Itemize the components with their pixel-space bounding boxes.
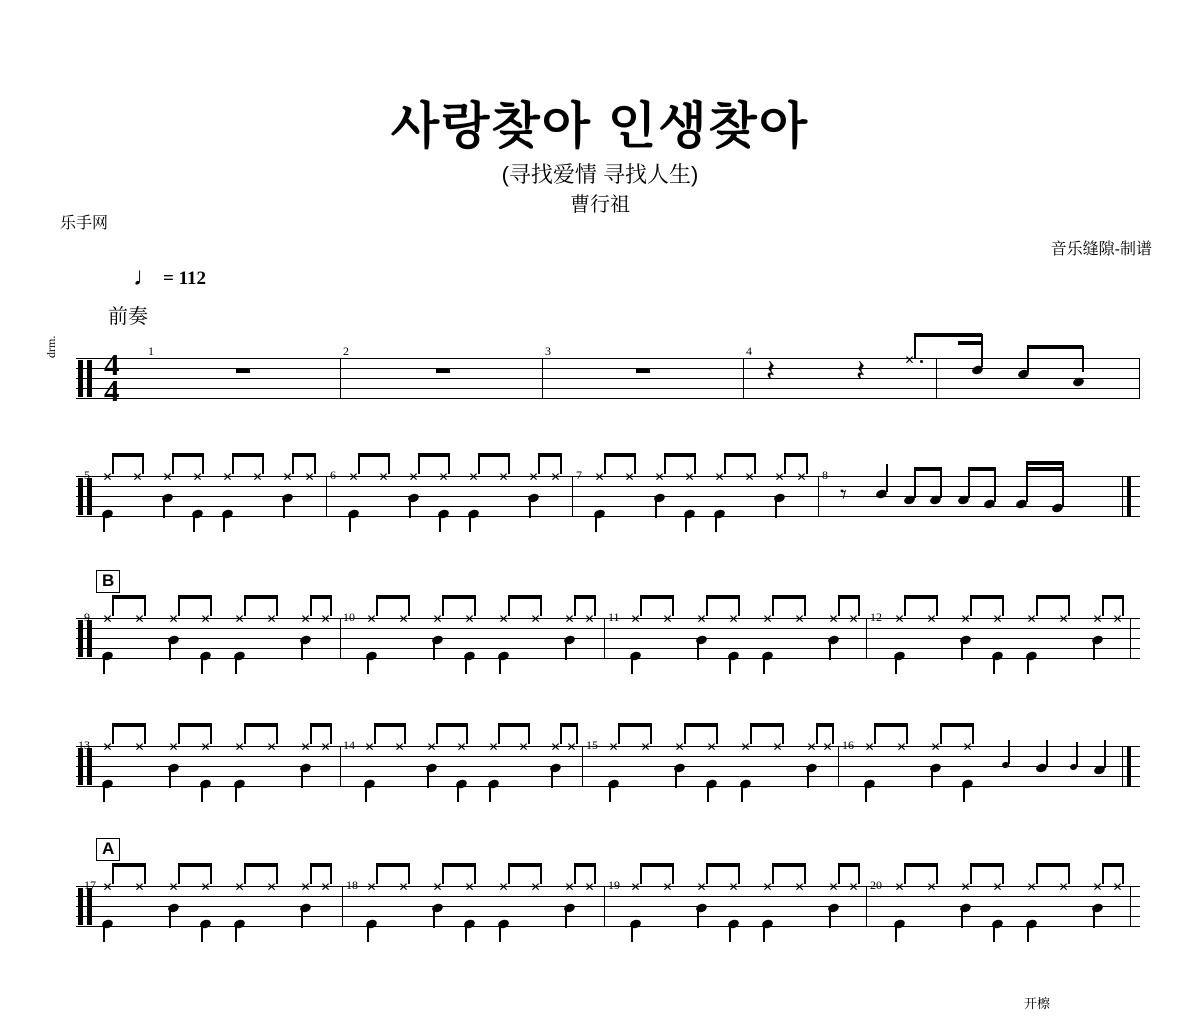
measure-number: 12 (870, 610, 882, 624)
site-credit-left: 乐手网 (60, 215, 109, 232)
percussion-clef-icon (78, 360, 98, 397)
whole-rest (236, 368, 250, 373)
footer-note: 开檫 (1023, 996, 1050, 1011)
measure-number: 18 (346, 878, 358, 892)
quarter-rest: 𝄽 (856, 355, 866, 388)
percussion-clef-icon (78, 888, 98, 925)
barline (866, 886, 867, 927)
measure-number: 3 (545, 344, 551, 358)
measure-number: 9 (84, 610, 90, 624)
time-signature-bottom: 4 (104, 373, 120, 408)
barline (743, 358, 744, 399)
staff-system-2 (58, 468, 1140, 596)
time-signature (104, 347, 120, 408)
rehearsal-mark-b: B (96, 570, 120, 593)
note-stem (981, 334, 983, 367)
measure-number: 6 (330, 468, 336, 482)
instrument-label: drm. (44, 335, 58, 358)
barline (838, 746, 839, 787)
staff-system-1 (44, 335, 1140, 478)
percussion-clef-icon (78, 620, 98, 657)
staff-system-3 (58, 571, 1140, 738)
note-stem (1082, 346, 1084, 372)
percussion-clef-icon (78, 478, 98, 515)
barline (340, 618, 341, 659)
measure-number: 19 (608, 878, 620, 892)
beam (914, 333, 982, 337)
barline (936, 358, 937, 399)
beam (1027, 345, 1083, 349)
barline (1130, 886, 1131, 927)
measure-number: 14 (343, 738, 355, 752)
whole-rest (436, 368, 450, 373)
staff-system-4 (58, 738, 1140, 866)
measure-number: 16 (842, 738, 854, 752)
measure-number: 17 (84, 878, 96, 892)
measure-number: 1 (148, 344, 154, 358)
measure-number: 20 (870, 878, 882, 892)
rehearsal-mark-a: A (96, 838, 120, 861)
site-credit-right: 音乐缝隙-制谱 (1050, 241, 1152, 258)
percussion-clef-icon (78, 748, 98, 785)
barline (604, 886, 605, 927)
composer-name: 曹行祖 (570, 194, 630, 216)
barline (1139, 358, 1140, 399)
quarter-rest: 𝄽 (766, 355, 776, 388)
page-subtitle: (寻找爱情 寻找人生) (501, 162, 699, 187)
barline (342, 886, 343, 927)
measure-number: 11 (608, 610, 620, 624)
measure-number: 15 (586, 738, 598, 752)
note-stem (914, 334, 916, 358)
measure-number: 10 (343, 610, 355, 624)
time-signature-top: 4 (104, 347, 120, 382)
barline (1130, 618, 1131, 659)
measure-number: 8 (822, 468, 828, 482)
staff-lines (76, 476, 1140, 516)
section-label-intro: 前奏 (108, 306, 148, 328)
measure-number: 2 (343, 344, 349, 358)
barline (542, 358, 543, 399)
whole-rest (636, 368, 650, 373)
measure-number: 7 (576, 468, 582, 482)
barline (572, 476, 573, 517)
augmentation-dot (920, 360, 923, 363)
eighth-rest: 𝄾 (840, 480, 847, 509)
barline (340, 746, 341, 787)
quarter-note-icon: ♩ (133, 262, 159, 291)
measure-number: 13 (78, 738, 90, 752)
note-stem (1027, 346, 1029, 372)
staff-system-5 (58, 839, 1140, 1006)
barline (866, 618, 867, 659)
barline (818, 476, 819, 517)
barline (326, 476, 327, 517)
measure-number: 5 (84, 468, 90, 482)
page-title: 사랑찾아 인생찾아 (390, 98, 810, 154)
measure-number: 4 (746, 344, 752, 358)
beam (958, 341, 982, 345)
tempo-value: = 112 (163, 268, 207, 289)
barline (582, 746, 583, 787)
barline (604, 618, 605, 659)
tempo-marking (133, 262, 207, 292)
barline (340, 358, 341, 399)
